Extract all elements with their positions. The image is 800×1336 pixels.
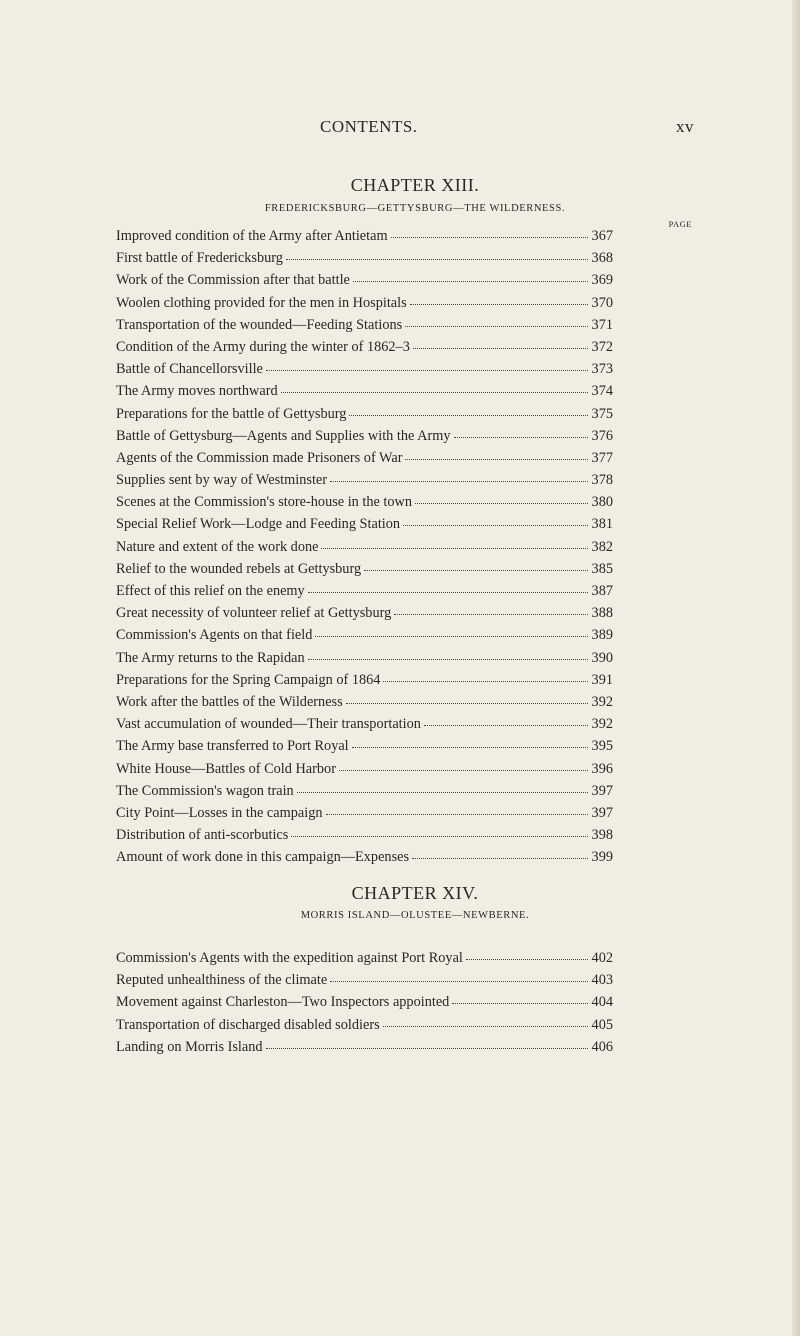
toc-entry-title: Improved condition of the Army after Antietam xyxy=(116,228,388,244)
toc-entry xyxy=(116,805,613,827)
toc-entry-page: 389 xyxy=(591,627,613,644)
dot-leader xyxy=(424,725,588,726)
toc-entry-page: 404 xyxy=(591,994,613,1011)
toc-entry-page: 391 xyxy=(591,671,613,688)
dot-leader xyxy=(405,326,588,327)
dot-leader xyxy=(297,792,588,793)
toc-entry-title: White House—Battles of Cold Harbor xyxy=(116,760,336,777)
chapter-13-title: CHAPTER XIII. xyxy=(350,175,480,195)
dot-leader xyxy=(415,503,588,504)
toc-entry-page: 392 xyxy=(591,693,613,710)
toc-entry-page: 399 xyxy=(591,849,613,866)
toc-entry-title: Condition of the Army during the winter of 1862–3 xyxy=(116,338,410,355)
toc-entry-title: Reputed unhealthiness of the climate xyxy=(116,972,328,989)
toc-entry xyxy=(116,1039,613,1061)
toc-entry-page: 368 xyxy=(591,250,613,267)
toc-entry xyxy=(116,994,613,1016)
dot-leader xyxy=(410,304,588,305)
toc-entry xyxy=(116,672,613,694)
toc-entry-page: 377 xyxy=(591,449,613,466)
toc-entry xyxy=(116,827,613,849)
toc-entry-page: 370 xyxy=(591,294,613,311)
toc-entry-title: Preparations for the Spring Campaign of 1864 xyxy=(116,671,381,688)
dot-leader xyxy=(405,459,588,460)
toc-entry xyxy=(116,561,613,583)
toc-entry-title: Nature and extent of the work done xyxy=(116,538,319,555)
toc-entry-page: 385 xyxy=(591,560,613,577)
chapter-14-subtitle: MORRIS ISLAND—OLUSTEE—NEWBERNE. xyxy=(300,910,530,921)
toc-entry-title: Supplies sent by way of Westminster xyxy=(116,472,328,489)
toc-entry-page: 403 xyxy=(591,972,613,989)
dot-leader xyxy=(364,570,588,571)
dot-leader xyxy=(349,415,588,416)
chapter-13-toc xyxy=(116,228,613,871)
toc-entry xyxy=(116,428,613,450)
toc-entry xyxy=(116,716,613,738)
toc-entry-page: 405 xyxy=(591,1016,613,1033)
toc-entry-title: The Army base transferred to Port Royal xyxy=(116,738,349,755)
dot-leader xyxy=(452,1003,588,1004)
toc-entry xyxy=(116,583,613,605)
toc-entry-title: Work of the Commission after that battle xyxy=(116,272,350,289)
dot-leader xyxy=(454,437,589,438)
toc-entry-title: Commission's Agents on that field xyxy=(116,627,313,644)
toc-entry xyxy=(116,450,613,472)
toc-entry xyxy=(116,761,613,783)
toc-entry xyxy=(116,406,613,428)
toc-entry-title: Movement against Charleston—Two Inspectors appointed xyxy=(116,994,450,1011)
toc-entry xyxy=(116,295,613,317)
dot-leader xyxy=(353,281,588,282)
dot-leader xyxy=(308,592,588,593)
toc-entry xyxy=(116,783,613,805)
dot-leader xyxy=(412,858,588,859)
toc-entry xyxy=(116,539,613,561)
toc-entry-title: Scenes at the Commission's store-house in the town xyxy=(116,494,413,511)
dot-leader xyxy=(383,1026,588,1027)
dot-leader xyxy=(346,703,588,704)
toc-entry xyxy=(116,317,613,339)
toc-entry xyxy=(116,472,613,494)
dot-leader xyxy=(266,370,588,371)
chapter-14-title: CHAPTER XIV. xyxy=(351,883,479,903)
toc-entry xyxy=(116,228,613,250)
dot-leader xyxy=(281,392,588,393)
toc-entry-title: Battle of Chancellorsville xyxy=(116,361,263,378)
toc-entry xyxy=(116,516,613,538)
toc-entry-page: 373 xyxy=(591,361,613,378)
toc-entry xyxy=(116,494,613,516)
toc-entry xyxy=(116,250,613,272)
dot-leader xyxy=(291,836,588,837)
dot-leader xyxy=(391,237,588,238)
toc-entry-page: 395 xyxy=(591,738,613,755)
toc-entry-title: Special Relief Work—Lodge and Feeding Station xyxy=(116,516,401,533)
toc-entry-title: Commission's Agents with the expedition against Port Royal xyxy=(116,950,463,966)
toc-entry-page: 388 xyxy=(591,605,613,622)
toc-entry-title: Preparations for the battle of Gettysburg xyxy=(116,405,347,422)
toc-entry-title: Battle of Gettysburg—Agents and Supplies with the Army xyxy=(116,427,451,444)
toc-entry-title: Great necessity of volunteer relief at Gettysburg xyxy=(116,605,392,622)
page-edge xyxy=(792,0,800,1336)
page-column-label: PAGE xyxy=(668,219,692,229)
toc-entry-page: 406 xyxy=(591,1038,613,1055)
toc-entry-page: 367 xyxy=(591,228,613,244)
dot-leader xyxy=(330,481,588,482)
toc-entry-title: Transportation of discharged disabled soldiers xyxy=(116,1016,380,1033)
toc-entry-page: 397 xyxy=(591,782,613,799)
toc-entry-page: 392 xyxy=(591,716,613,733)
toc-entry xyxy=(116,383,613,405)
toc-entry-title: Transportation of the wounded—Feeding Stations xyxy=(116,316,403,333)
toc-entry xyxy=(116,361,613,383)
toc-entry xyxy=(116,339,613,361)
toc-entry-title: First battle of Fredericksburg xyxy=(116,250,283,267)
running-head-title: CONTENTS. xyxy=(320,117,418,136)
dot-leader xyxy=(330,981,588,982)
toc-entry-title: Woolen clothing provided for the men in Hospitals xyxy=(116,294,407,311)
toc-entry xyxy=(116,950,613,972)
toc-entry-title: Distribution of anti-scorbutics xyxy=(116,827,289,844)
toc-entry-page: 372 xyxy=(591,338,613,355)
toc-entry-title: The Army returns to the Rapidan xyxy=(116,649,305,666)
toc-entry-page: 376 xyxy=(591,427,613,444)
dot-leader xyxy=(315,636,588,637)
toc-entry-page: 382 xyxy=(591,538,613,555)
toc-entry-title: The Commission's wagon train xyxy=(116,782,294,799)
toc-entry xyxy=(116,650,613,672)
toc-entry-page: 369 xyxy=(591,272,613,289)
toc-entry xyxy=(116,1017,613,1039)
toc-entry-page: 398 xyxy=(591,827,613,844)
toc-entry xyxy=(116,849,613,871)
dot-leader xyxy=(339,770,588,771)
toc-entry xyxy=(116,972,613,994)
toc-entry-title: Vast accumulation of wounded—Their transportation xyxy=(116,716,421,733)
toc-entry-page: 371 xyxy=(591,316,613,333)
dot-leader xyxy=(403,525,588,526)
toc-entry-page: 397 xyxy=(591,804,613,821)
dot-leader xyxy=(308,659,588,660)
toc-entry-page: 396 xyxy=(591,760,613,777)
toc-entry xyxy=(116,605,613,627)
toc-entry-page: 402 xyxy=(591,950,613,966)
dot-leader xyxy=(394,614,588,615)
toc-entry-page: 390 xyxy=(591,649,613,666)
toc-entry-page: 374 xyxy=(591,383,613,400)
dot-leader xyxy=(326,814,589,815)
toc-entry-title: City Point—Losses in the campaign xyxy=(116,804,323,821)
dot-leader xyxy=(266,1048,588,1049)
toc-entry-title: Agents of the Commission made Prisoners of War xyxy=(116,449,403,466)
toc-entry-page: 378 xyxy=(591,472,613,489)
dot-leader xyxy=(383,681,588,682)
chapter-14-toc xyxy=(116,950,613,1061)
toc-entry-title: Landing on Morris Island xyxy=(116,1038,263,1055)
running-head-page-number: xv xyxy=(676,117,694,136)
toc-entry-page: 381 xyxy=(591,516,613,533)
toc-entry xyxy=(116,738,613,760)
toc-entry-title: Effect of this relief on the enemy xyxy=(116,583,305,599)
toc-entry-page: 387 xyxy=(591,583,613,599)
toc-entry-page: 380 xyxy=(591,494,613,511)
toc-entry-title: The Army moves northward xyxy=(116,383,278,400)
toc-entry-page: 375 xyxy=(591,405,613,422)
toc-entry xyxy=(116,694,613,716)
chapter-13-subtitle: FREDERICKSBURG—GETTYSBURG—THE WILDERNESS. xyxy=(264,203,566,214)
dot-leader xyxy=(321,548,588,549)
toc-entry xyxy=(116,272,613,294)
toc-entry-title: Relief to the wounded rebels at Gettysburg xyxy=(116,560,362,577)
toc-entry-title: Work after the battles of the Wilderness xyxy=(116,693,343,710)
toc-entry-title: Amount of work done in this campaign—Expenses xyxy=(116,849,410,866)
toc-entry xyxy=(116,627,613,649)
dot-leader xyxy=(352,747,588,748)
dot-leader xyxy=(413,348,588,349)
dot-leader xyxy=(286,259,588,260)
dot-leader xyxy=(466,959,588,960)
